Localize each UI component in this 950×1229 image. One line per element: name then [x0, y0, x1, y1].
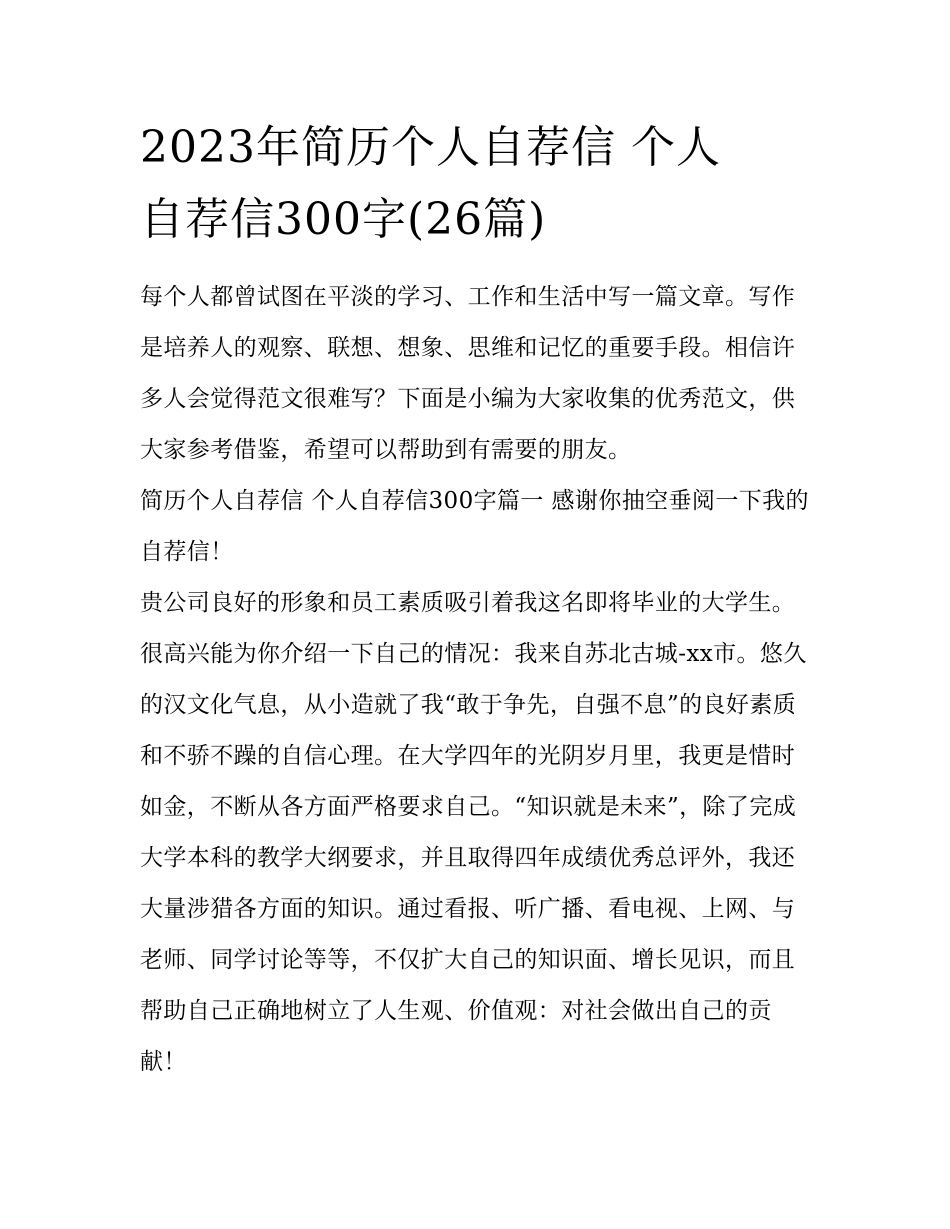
document-content	[140, 112, 812, 1088]
letter-body-paragraph: 贵公司良好的形象和员工素质吸引着我这名即将毕业的大学生。很高兴能为你介绍一下自己的情况：我来自苏北古城-xx市。悠久的汉文化气息，从小造就了我“敢于争先，自强不息”的良好素质和不骄不躁的自信心理。在大学四年的光阴岁月里，我更是惜时如金，不断从各方面严格要求自己。“知识就是未来”，除了完成大学本科的教学大纲要求，并且取得四年成绩优秀总评外，我还大量涉猎各方面的知识。通过看报、听广播、看电视、上网、与老师、同学讨论等等，不仅扩大自己的知识面、增长见识，而且帮助自己正确地树立了人生观、价值观：对社会做出自己的贡献！	[140, 590, 807, 1075]
title-line-1: 2023年简历个人自荐信 个人	[140, 122, 721, 173]
document-body	[140, 272, 812, 1088]
intro-paragraph: 每个人都曾试图在平淡的学习、工作和生活中写一篇文章。写作是培养人的观察、联想、想象、思维和记忆的重要手段。相信许多人会觉得范文很难写？下面是小编为大家收集的优秀范文，供大家参考借鉴，希望可以帮助到有需要的朋友。	[140, 284, 796, 463]
section-heading-paragraph: 简历个人自荐信 个人自荐信300字篇一 感谢你抽空垂阅一下我的自荐信！	[140, 488, 809, 565]
title-line-2: 自荐信300字(26篇)	[140, 194, 547, 245]
document-title	[140, 112, 812, 256]
